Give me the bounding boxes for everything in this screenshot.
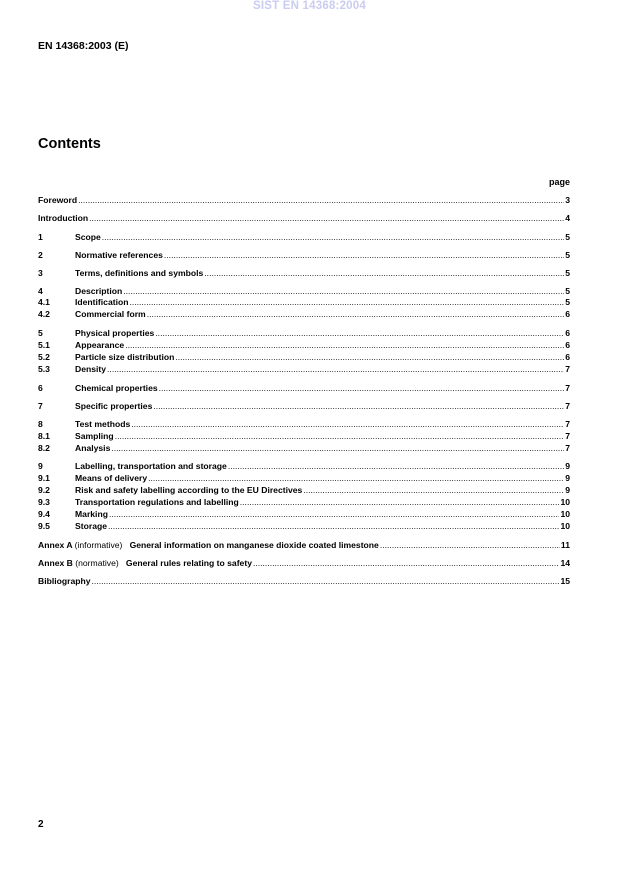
toc-entry-5-3[interactable] <box>38 364 570 375</box>
toc-page: 9 <box>565 485 570 495</box>
toc-title: Commercial form <box>75 309 146 319</box>
toc-number: 7 <box>38 401 43 411</box>
toc-entry-2[interactable] <box>38 250 570 261</box>
toc-entry-5-1[interactable] <box>38 340 570 351</box>
annex-label: Annex B <box>38 558 73 568</box>
toc-number: 3 <box>38 268 43 278</box>
toc-title: Means of delivery <box>75 473 148 483</box>
toc-title: Analysis <box>75 443 111 453</box>
toc-number: 8.1 <box>38 431 50 441</box>
toc-number: 9 <box>38 461 43 471</box>
toc-number: 9.5 <box>38 521 50 531</box>
toc-page: 9 <box>565 473 570 483</box>
toc-entry-annex-a[interactable] <box>38 540 570 551</box>
toc-page: 3 <box>565 195 570 205</box>
toc-entry-9-1[interactable] <box>38 473 570 484</box>
toc-page: 5 <box>565 286 570 296</box>
toc-entry-4-1[interactable] <box>38 297 570 308</box>
toc-title: Specific properties <box>75 401 153 411</box>
toc-title: Marking <box>75 509 108 519</box>
toc-page: 10 <box>560 497 570 507</box>
toc-title: Density <box>75 364 107 374</box>
annex-qualifier: (informative) <box>74 540 123 550</box>
contents-title: Contents <box>38 136 101 152</box>
toc-title: Test methods <box>75 419 131 429</box>
toc-number: 4.2 <box>38 309 50 319</box>
toc-title: Particle size distribution <box>75 352 175 362</box>
toc-page: 7 <box>565 364 570 374</box>
toc-entry-9[interactable] <box>38 461 570 472</box>
toc-entry-9-5[interactable] <box>38 521 570 532</box>
annex-title: General information on manganese dioxide coated limestone <box>129 540 379 550</box>
toc-page: 7 <box>565 431 570 441</box>
toc-page: 5 <box>565 297 570 307</box>
toc-title: Chemical properties <box>75 383 158 393</box>
toc-page: 7 <box>565 443 570 453</box>
toc-title <box>38 558 252 569</box>
toc-page: 5 <box>565 250 570 260</box>
toc-number: 9.4 <box>38 509 50 519</box>
page-number: 2 <box>38 819 44 830</box>
toc-page: 5 <box>565 268 570 278</box>
toc-title: Transportation regulations and labelling <box>75 497 239 507</box>
toc-page: 11 <box>560 540 570 550</box>
toc-page: 9 <box>565 461 570 471</box>
toc-entry-foreword[interactable] <box>38 195 570 206</box>
toc-number: 2 <box>38 250 43 260</box>
toc-title: Description <box>75 286 123 296</box>
toc-title: Bibliography <box>38 576 91 586</box>
toc-page: 5 <box>565 232 570 242</box>
toc-entry-4[interactable] <box>38 286 570 297</box>
toc-entry-1[interactable] <box>38 232 570 243</box>
toc-entry-8[interactable] <box>38 419 570 430</box>
toc-title: Introduction <box>38 213 89 223</box>
toc-page: 4 <box>565 213 570 223</box>
toc-number: 9.2 <box>38 485 50 495</box>
toc-number: 8.2 <box>38 443 50 453</box>
toc-title: Identification <box>75 297 129 307</box>
toc-entry-8-1[interactable] <box>38 431 570 442</box>
toc-entry-4-2[interactable] <box>38 309 570 320</box>
toc-entry-6[interactable] <box>38 383 570 394</box>
toc-number: 9.3 <box>38 497 50 507</box>
annex-qualifier: (normative) <box>75 558 119 568</box>
toc-page: 6 <box>565 352 570 362</box>
toc-number: 6 <box>38 383 43 393</box>
toc-number: 4.1 <box>38 297 50 307</box>
toc-title: Storage <box>75 521 107 531</box>
toc-page: 6 <box>565 309 570 319</box>
toc-page: 6 <box>565 328 570 338</box>
annex-label: Annex A <box>38 540 73 550</box>
toc-number: 8 <box>38 419 43 429</box>
toc-number: 5.3 <box>38 364 50 374</box>
toc-page: 15 <box>560 576 570 586</box>
toc-page: 14 <box>560 558 570 568</box>
toc-entry-bibliography[interactable] <box>38 576 570 587</box>
toc-page: 10 <box>560 509 570 519</box>
toc-number: 4 <box>38 286 43 296</box>
toc-entry-5[interactable] <box>38 328 570 339</box>
page-column-label: page <box>548 177 570 187</box>
toc-number: 5.1 <box>38 340 50 350</box>
document-id: EN 14368:2003 (E) <box>38 40 129 52</box>
toc-page: 10 <box>560 521 570 531</box>
toc-number: 5.2 <box>38 352 50 362</box>
toc-title: Labelling, transportation and storage <box>75 461 227 471</box>
toc-entry-5-2[interactable] <box>38 352 570 363</box>
annex-title: General rules relating to safety <box>125 558 252 568</box>
toc-page: 7 <box>565 383 570 393</box>
toc-entry-8-2[interactable] <box>38 443 570 454</box>
toc-entry-3[interactable] <box>38 268 570 279</box>
toc-number: 1 <box>38 232 43 242</box>
toc-entry-9-3[interactable] <box>38 497 570 508</box>
toc-title: Appearance <box>75 340 125 350</box>
toc-title <box>38 540 379 551</box>
toc-title: Scope <box>75 232 101 242</box>
toc-title: Terms, definitions and symbols <box>75 268 204 278</box>
toc-title: Physical properties <box>75 328 155 338</box>
toc-number: 5 <box>38 328 43 338</box>
toc-page: 6 <box>565 340 570 350</box>
toc-page: 7 <box>565 419 570 429</box>
toc-entry-introduction[interactable] <box>38 213 570 224</box>
toc-title: Foreword <box>38 195 78 205</box>
toc-title: Sampling <box>75 431 114 441</box>
toc-page: 7 <box>565 401 570 411</box>
toc-title: Normative references <box>75 250 163 260</box>
toc-number: 9.1 <box>38 473 50 483</box>
toc-entry-9-2[interactable] <box>38 485 570 496</box>
toc-entry-9-4[interactable] <box>38 509 570 520</box>
toc-title: Risk and safety labelling according to the EU Directives <box>75 485 303 495</box>
toc-entry-7[interactable] <box>38 401 570 412</box>
toc-entry-annex-b[interactable] <box>38 558 570 569</box>
watermark: SIST EN 14368:2004 <box>253 0 366 12</box>
